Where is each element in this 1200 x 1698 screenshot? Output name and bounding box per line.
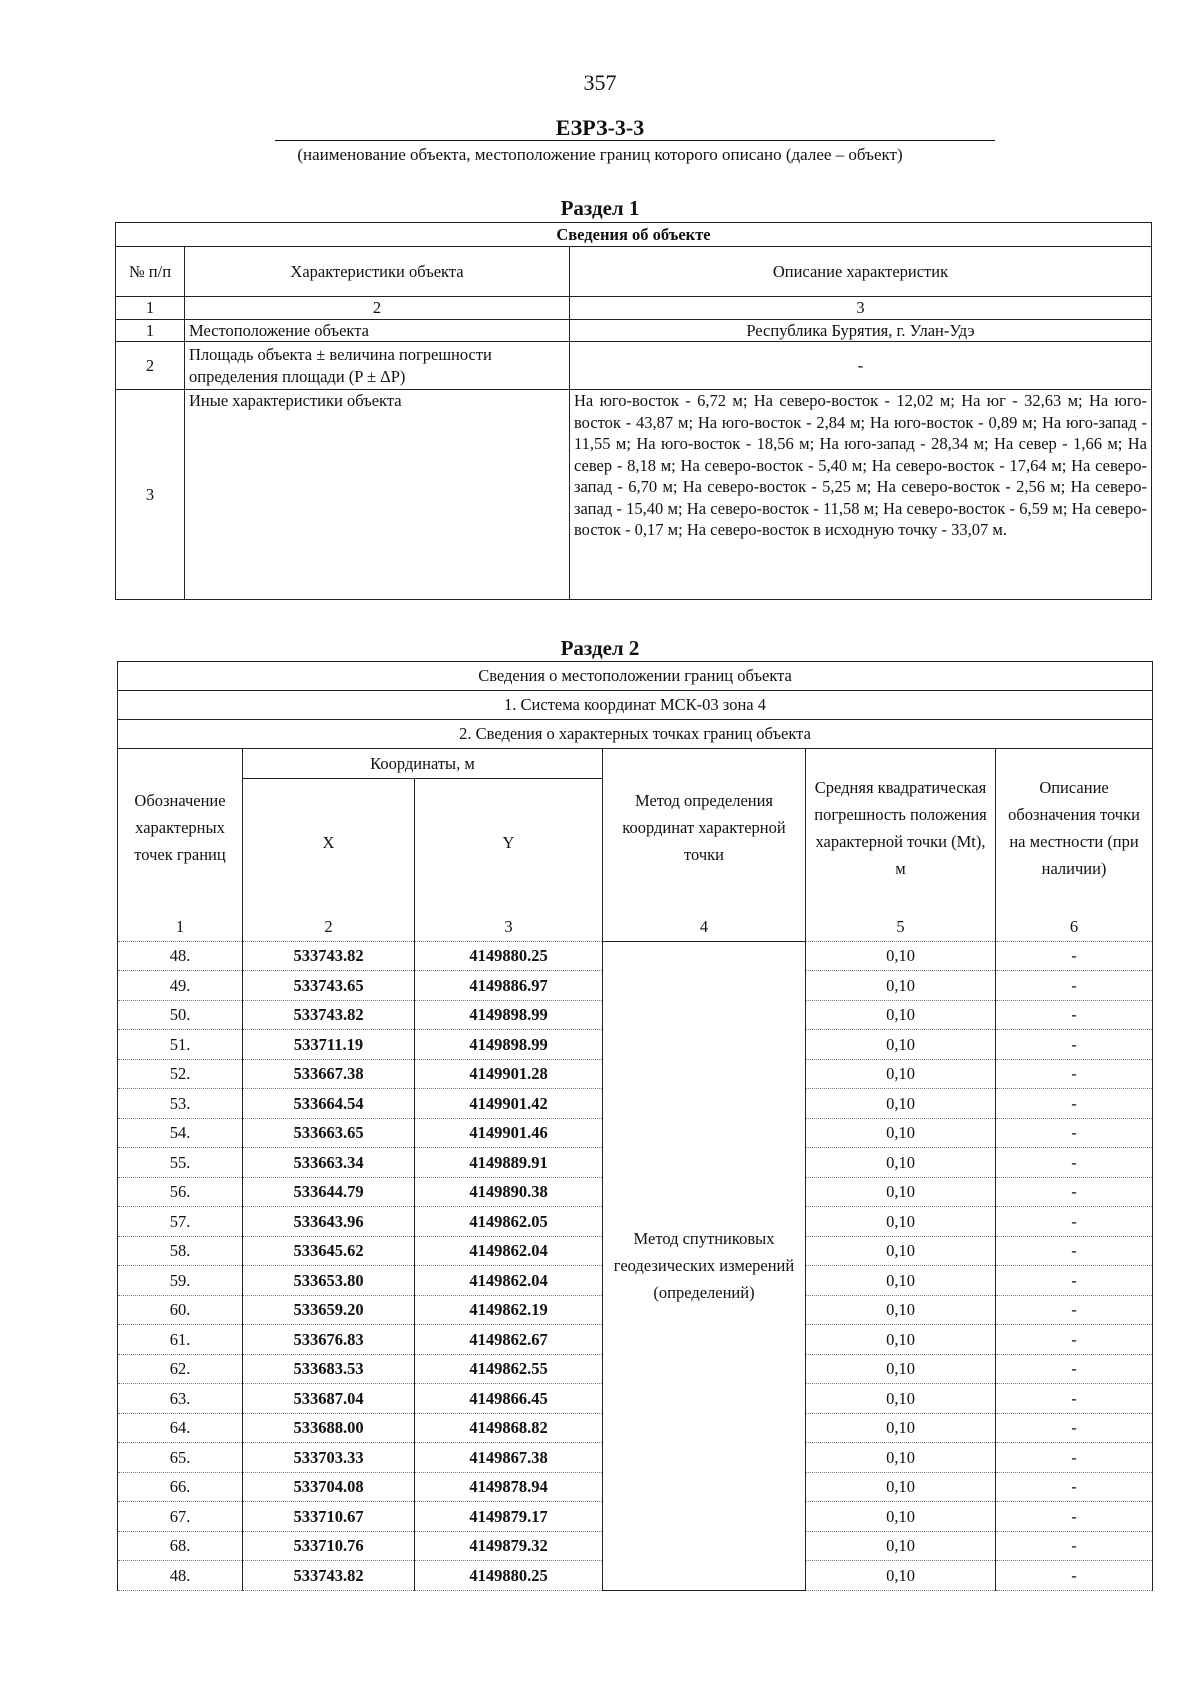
point-description: - — [996, 1000, 1153, 1030]
point-label: 62. — [118, 1354, 243, 1384]
point-label: 61. — [118, 1325, 243, 1355]
coord-y: 4149879.32 — [415, 1531, 603, 1561]
coord-x: 533704.08 — [243, 1472, 415, 1502]
coord-x: 533710.67 — [243, 1502, 415, 1532]
row-characteristic: Местоположение объекта — [185, 319, 570, 342]
error-value: 0,10 — [806, 1472, 996, 1502]
point-description: - — [996, 1531, 1153, 1561]
row-num: 1 — [116, 319, 185, 342]
row-num: 3 — [116, 390, 185, 600]
coord-x: 533663.34 — [243, 1148, 415, 1178]
error-value: 0,10 — [806, 1030, 996, 1060]
point-label: 54. — [118, 1118, 243, 1148]
coord-x: 533644.79 — [243, 1177, 415, 1207]
section2-title: Раздел 2 — [560, 636, 640, 660]
point-description: - — [996, 1384, 1153, 1414]
error-value: 0,10 — [806, 1325, 996, 1355]
table-row — [116, 342, 1152, 390]
object-name: ЕЗРЗ-3-3 — [555, 115, 645, 140]
row-description: Республика Бурятия, г. Улан-Удэ — [570, 319, 1152, 342]
coord-y: 4149866.45 — [415, 1384, 603, 1414]
boundary-points-table — [117, 661, 1153, 1591]
coord-y: 4149901.28 — [415, 1059, 603, 1089]
error-value: 0,10 — [806, 1266, 996, 1296]
coord-x: 533711.19 — [243, 1030, 415, 1060]
point-description: - — [996, 1207, 1153, 1237]
coord-x: 533653.80 — [243, 1266, 415, 1296]
table-row — [118, 941, 1153, 971]
point-label: 67. — [118, 1502, 243, 1532]
row-description: На юго-восток - 6,72 м; На северо-восток - 12,02 м; На юг - 32,63 м; На юго-восток - 43,87 м; На юго-восток - 2,84 м; На юго-восток - 0,89 м; На юго-запад - 11,55 м; На юго-восток - 18,56 м; На юго-запад - 28,34 м; На север - 1,66 м; На север - 8,18 м; На северо-восток - 5,40 м; На северо-восток - 17,64 м; На северо-запад - 6,70 м; На северо-восток - 5,25 м; На северо-восток - 2,56 м; На северо-запад - 15,40 м; На северо-восток - 11,58 м; На северо-восток - 6,59 м; На северо-восток - 0,17 м; На северо-восток в исходную точку - 33,07 м. — [570, 390, 1152, 600]
error-value: 0,10 — [806, 1443, 996, 1473]
coord-y: 4149868.82 — [415, 1413, 603, 1443]
coord-y: 4149862.67 — [415, 1325, 603, 1355]
point-label: 55. — [118, 1148, 243, 1178]
error-value: 0,10 — [806, 1059, 996, 1089]
method-cell: Метод спутниковых геодезических измерений (определений) — [603, 941, 806, 1590]
object-name-underline — [275, 140, 995, 141]
header-point-description: Описание обозначения точки на местности (при наличии) — [996, 749, 1153, 907]
point-description: - — [996, 1502, 1153, 1532]
point-label: 50. — [118, 1000, 243, 1030]
table2-header-line1: Сведения о местоположении границ объекта — [118, 662, 1153, 691]
row-num: 2 — [116, 342, 185, 390]
point-label: 56. — [118, 1177, 243, 1207]
error-value: 0,10 — [806, 1148, 996, 1178]
error-value: 0,10 — [806, 1000, 996, 1030]
coord-x: 533643.96 — [243, 1207, 415, 1237]
point-label: 52. — [118, 1059, 243, 1089]
error-value: 0,10 — [806, 1207, 996, 1237]
col-number: 6 — [996, 907, 1153, 942]
coord-y: 4149862.05 — [415, 1207, 603, 1237]
point-description: - — [996, 1325, 1153, 1355]
table2-header-line3: 2. Сведения о характерных точках границ объекта — [118, 720, 1153, 749]
page-number: 357 — [583, 70, 617, 95]
coord-y: 4149901.46 — [415, 1118, 603, 1148]
error-value: 0,10 — [806, 1177, 996, 1207]
point-description: - — [996, 1413, 1153, 1443]
object-caption: (наименование объекта, местоположение границ которого описано (далее – объект) — [297, 145, 903, 164]
header-coordinates: Координаты, м — [243, 749, 603, 779]
col-number: 2 — [243, 907, 415, 942]
coord-x: 533688.00 — [243, 1413, 415, 1443]
point-description: - — [996, 971, 1153, 1001]
coord-y: 4149889.91 — [415, 1148, 603, 1178]
point-label: 59. — [118, 1266, 243, 1296]
table-row — [116, 390, 1152, 600]
point-label: 58. — [118, 1236, 243, 1266]
coord-y: 4149862.04 — [415, 1236, 603, 1266]
point-label: 65. — [118, 1443, 243, 1473]
point-label: 53. — [118, 1089, 243, 1119]
error-value: 0,10 — [806, 1384, 996, 1414]
coord-y: 4149862.19 — [415, 1295, 603, 1325]
header-num: № п/п — [116, 247, 185, 297]
coord-x: 533659.20 — [243, 1295, 415, 1325]
point-description: - — [996, 1236, 1153, 1266]
col-number: 3 — [570, 297, 1152, 320]
error-value: 0,10 — [806, 1531, 996, 1561]
point-description: - — [996, 1059, 1153, 1089]
table-row — [116, 319, 1152, 342]
header-y: Y — [415, 779, 603, 907]
coord-x: 533743.82 — [243, 941, 415, 971]
coord-y: 4149890.38 — [415, 1177, 603, 1207]
point-label: 48. — [118, 941, 243, 971]
header-description: Описание характеристик — [570, 247, 1152, 297]
object-info-table — [115, 222, 1152, 600]
header-x: X — [243, 779, 415, 907]
point-label: 60. — [118, 1295, 243, 1325]
coord-x: 533676.83 — [243, 1325, 415, 1355]
error-value: 0,10 — [806, 1236, 996, 1266]
coord-x: 533645.62 — [243, 1236, 415, 1266]
header-method: Метод определения координат характерной точки — [603, 749, 806, 907]
point-description: - — [996, 1443, 1153, 1473]
row-characteristic: Площадь объекта ± величина погрешности определения площади (P ± ΔP) — [185, 342, 570, 390]
coord-y: 4149898.99 — [415, 1000, 603, 1030]
col-number: 5 — [806, 907, 996, 942]
coord-x: 533710.76 — [243, 1531, 415, 1561]
point-description: - — [996, 1354, 1153, 1384]
point-label: 64. — [118, 1413, 243, 1443]
point-label: 48. — [118, 1561, 243, 1591]
header-characteristic: Характеристики объекта — [185, 247, 570, 297]
coord-x: 533743.65 — [243, 971, 415, 1001]
point-description: - — [996, 1266, 1153, 1296]
coord-x: 533743.82 — [243, 1000, 415, 1030]
point-description: - — [996, 1089, 1153, 1119]
point-label: 51. — [118, 1030, 243, 1060]
table1-title: Сведения об объекте — [116, 223, 1152, 247]
table2-header-line2: 1. Система координат МСК-03 зона 4 — [118, 691, 1153, 720]
error-value: 0,10 — [806, 1502, 996, 1532]
error-value: 0,10 — [806, 971, 996, 1001]
point-label: 66. — [118, 1472, 243, 1502]
coord-y: 4149879.17 — [415, 1502, 603, 1532]
coord-y: 4149862.04 — [415, 1266, 603, 1296]
coord-y: 4149898.99 — [415, 1030, 603, 1060]
point-description: - — [996, 1148, 1153, 1178]
coord-x: 533743.82 — [243, 1561, 415, 1591]
point-description: - — [996, 1118, 1153, 1148]
col-number: 3 — [415, 907, 603, 942]
error-value: 0,10 — [806, 1413, 996, 1443]
coord-y: 4149880.25 — [415, 941, 603, 971]
point-description: - — [996, 1177, 1153, 1207]
col-number: 4 — [603, 907, 806, 942]
header-point: Обозначение характерных точек границ — [118, 749, 243, 907]
error-value: 0,10 — [806, 1295, 996, 1325]
error-value: 0,10 — [806, 941, 996, 971]
error-value: 0,10 — [806, 1089, 996, 1119]
coord-x: 533664.54 — [243, 1089, 415, 1119]
error-value: 0,10 — [806, 1561, 996, 1591]
point-label: 57. — [118, 1207, 243, 1237]
col-number: 1 — [118, 907, 243, 942]
point-label: 49. — [118, 971, 243, 1001]
point-label: 68. — [118, 1531, 243, 1561]
coord-y: 4149886.97 — [415, 971, 603, 1001]
coord-y: 4149880.25 — [415, 1561, 603, 1591]
row-characteristic: Иные характеристики объекта — [185, 390, 570, 600]
coord-y: 4149901.42 — [415, 1089, 603, 1119]
coord-y: 4149867.38 — [415, 1443, 603, 1473]
point-description: - — [996, 1295, 1153, 1325]
point-description: - — [996, 941, 1153, 971]
error-value: 0,10 — [806, 1118, 996, 1148]
coord-y: 4149862.55 — [415, 1354, 603, 1384]
point-label: 63. — [118, 1384, 243, 1414]
header-error: Средняя квадратическая погрешность положения характерной точки (Mt), м — [806, 749, 996, 907]
error-value: 0,10 — [806, 1354, 996, 1384]
point-description: - — [996, 1030, 1153, 1060]
coord-x: 533667.38 — [243, 1059, 415, 1089]
coord-x: 533663.65 — [243, 1118, 415, 1148]
row-description: - — [570, 342, 1152, 390]
coord-y: 4149878.94 — [415, 1472, 603, 1502]
col-number: 2 — [185, 297, 570, 320]
coord-x: 533703.33 — [243, 1443, 415, 1473]
col-number: 1 — [116, 297, 185, 320]
coord-x: 533687.04 — [243, 1384, 415, 1414]
section1-title: Раздел 1 — [560, 196, 640, 220]
point-description: - — [996, 1561, 1153, 1591]
point-description: - — [996, 1472, 1153, 1502]
coord-x: 533683.53 — [243, 1354, 415, 1384]
